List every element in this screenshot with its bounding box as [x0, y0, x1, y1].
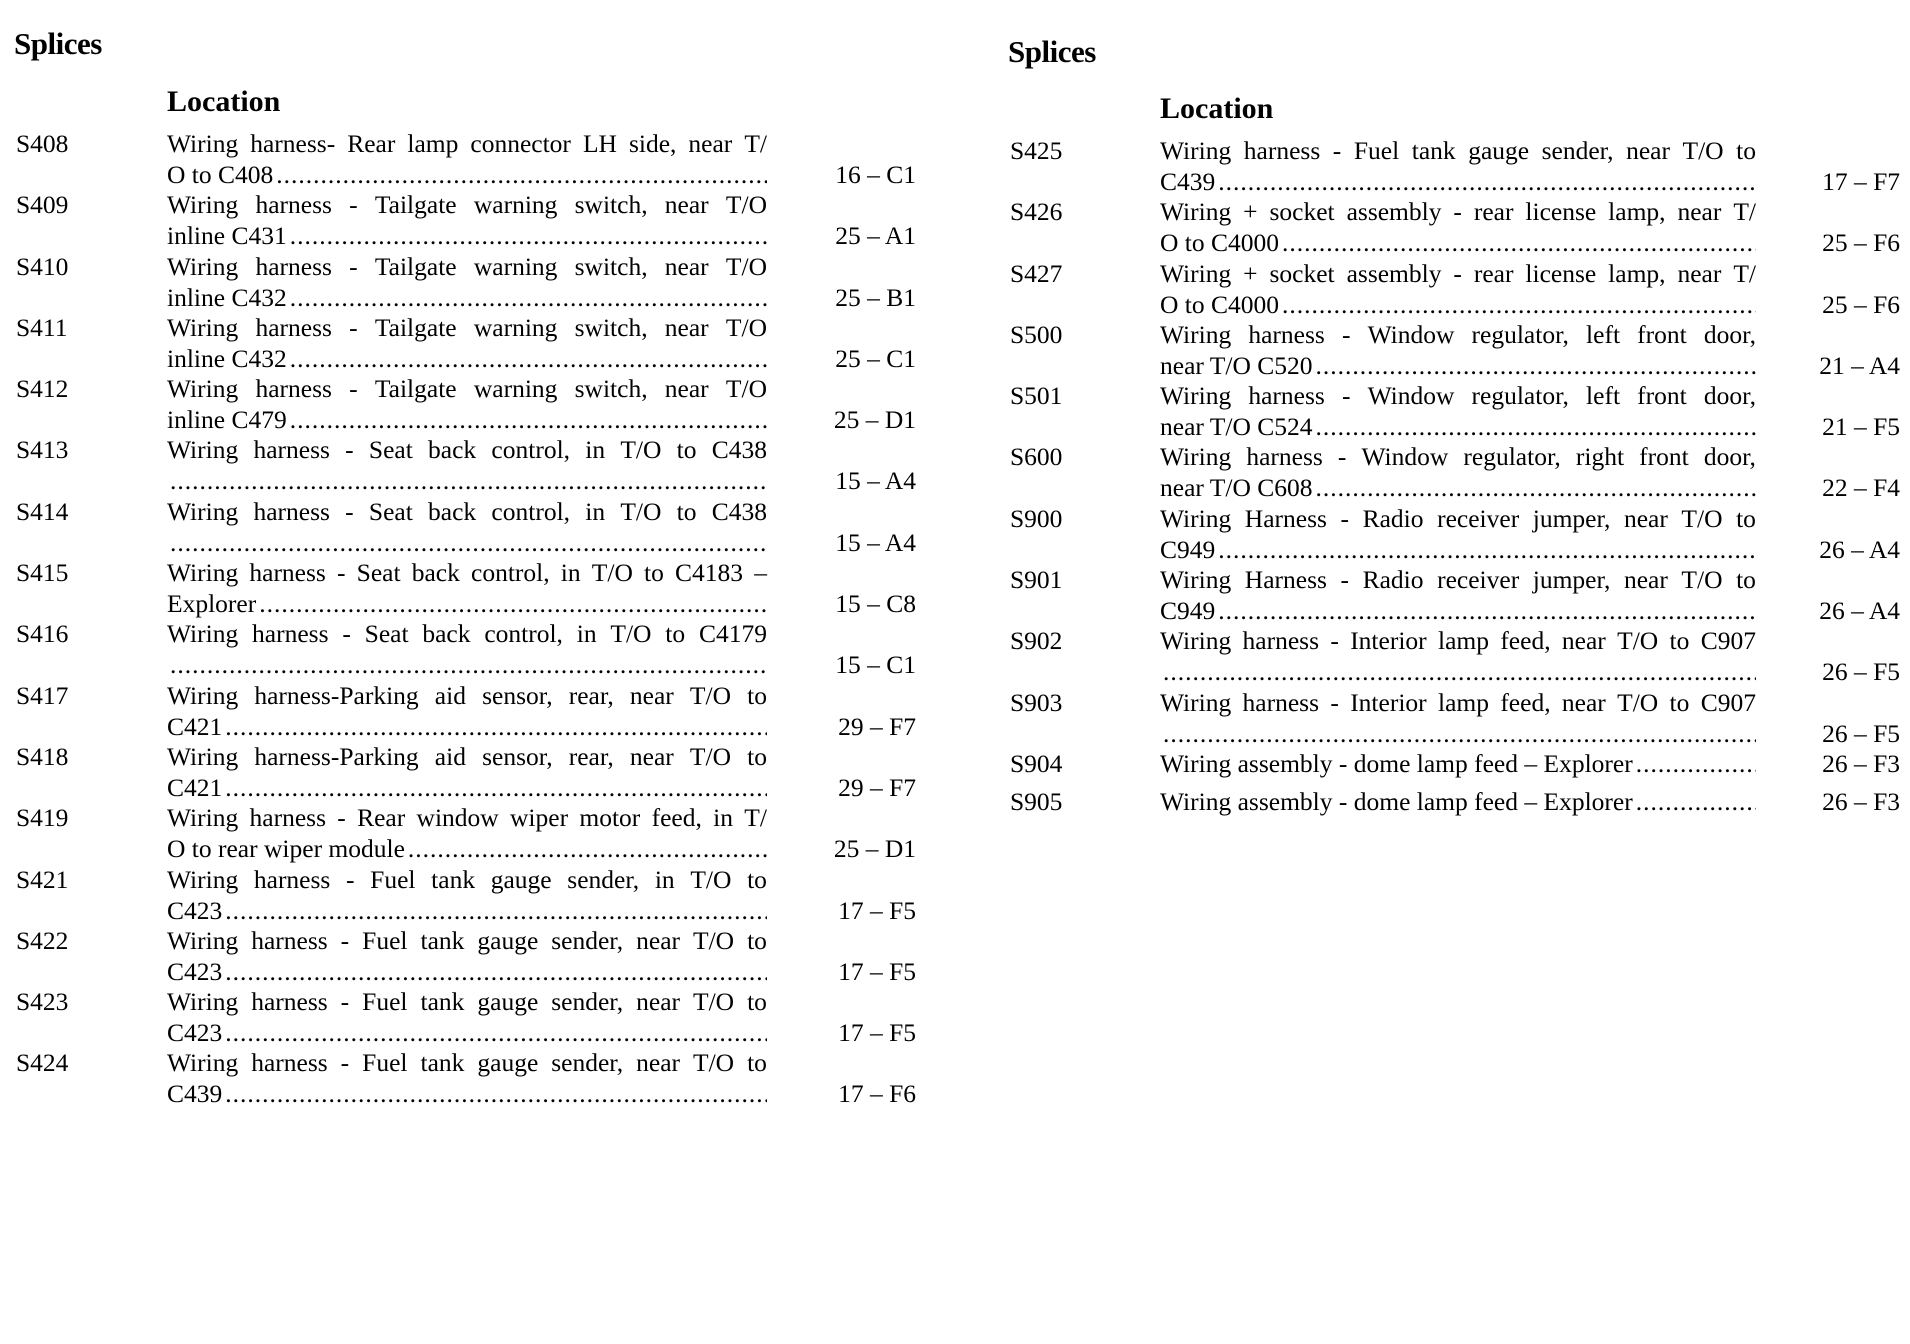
dot-leader — [170, 649, 767, 680]
grid-reference: 16 – C1 — [835, 160, 916, 189]
location-line-2 — [167, 1017, 767, 1048]
grid-reference: 25 – B1 — [835, 282, 916, 312]
dot-leader — [170, 527, 767, 558]
dot-leader — [276, 159, 767, 190]
splice-location — [1160, 441, 1756, 503]
location-line-2 — [1160, 411, 1756, 442]
grid-reference: 26 – A4 — [1819, 534, 1900, 564]
splice-location — [1160, 786, 1756, 817]
table-row — [1008, 503, 1904, 564]
location-line-1: Wiring Harness - Radio receiver jumper, near T/O to — [1160, 565, 1756, 595]
splice-id: S415 — [16, 558, 69, 588]
splice-id: S417 — [16, 680, 69, 710]
table-row — [1008, 786, 1904, 824]
location-line-1: Wiring harness - Rear window wiper motor feed, in T/ — [167, 803, 767, 833]
splice-location — [167, 802, 767, 864]
splice-location — [167, 251, 767, 313]
splice-location — [1160, 380, 1756, 442]
dot-leader — [1316, 350, 1756, 381]
location-line-2 — [1160, 227, 1756, 258]
location-line-2 — [167, 527, 767, 558]
grid-reference: 25 – A1 — [835, 221, 916, 251]
location-line-2 — [1160, 595, 1756, 626]
location-line-2 — [167, 1078, 767, 1109]
table-row — [1008, 748, 1904, 786]
location-line-1: Wiring harness - Window regulator, left front door, — [1160, 381, 1756, 411]
table-row — [14, 802, 914, 863]
location-line-1: Wiring harness - Seat back control, in T/O to C438 — [167, 435, 767, 465]
dot-leader — [225, 956, 767, 987]
location-text: inline C432 — [167, 343, 287, 373]
location-line-2 — [1160, 350, 1756, 381]
table-row — [14, 251, 914, 312]
location-line-1: Wiring harness-Parking aid sensor, rear, near T/O to — [167, 741, 767, 771]
location-line-1: Wiring harness - Interior lamp feed, near T/O to C907 — [1160, 687, 1756, 717]
dot-leader — [290, 404, 767, 435]
splice-id: S408 — [16, 129, 69, 158]
location-line-1: Wiring harness - Tailgate warning switch, near T/O — [167, 190, 767, 220]
grid-reference: 25 – F6 — [1822, 289, 1900, 319]
splice-id: S900 — [1010, 503, 1063, 533]
location-text: near T/O C524 — [1160, 412, 1313, 442]
splice-id: S901 — [1010, 565, 1063, 595]
splice-location — [167, 434, 767, 496]
dot-leader — [1218, 534, 1756, 565]
splice-id: S902 — [1010, 626, 1063, 656]
table-row — [1008, 196, 1904, 257]
table-row — [1008, 135, 1904, 196]
location-line-2 — [1160, 289, 1756, 320]
grid-reference: 25 – D1 — [833, 405, 916, 435]
table-row — [14, 925, 914, 986]
location-line-1: Wiring harness - Fuel tank gauge sender, in T/O to — [167, 864, 767, 894]
location-line-2 — [167, 772, 767, 803]
dot-leader — [1282, 289, 1756, 320]
location-line-1 — [1160, 786, 1756, 817]
table-row — [14, 434, 914, 495]
grid-reference: 26 – F5 — [1822, 718, 1900, 748]
location-text: O to C4000 — [1160, 228, 1280, 258]
splice-location — [167, 128, 767, 190]
grid-reference: 15 – C1 — [835, 650, 916, 680]
grid-reference: 25 – F6 — [1822, 228, 1900, 258]
location-line-1: Wiring harness - Window regulator, left front door, — [1160, 319, 1756, 349]
grid-reference: 17 – F5 — [838, 895, 916, 925]
dot-leader — [290, 343, 767, 374]
splice-location — [1160, 258, 1756, 320]
location-header: Location — [1160, 92, 1274, 125]
grid-reference: 15 – C8 — [835, 589, 916, 619]
splice-location — [167, 496, 767, 558]
grid-reference: 29 – F7 — [838, 711, 916, 741]
table-row — [1008, 441, 1904, 502]
dot-leader — [1636, 786, 1756, 817]
dot-leader — [225, 772, 767, 803]
table-row — [14, 864, 914, 925]
table-row — [14, 986, 914, 1047]
table-row — [14, 618, 914, 679]
section-title: Splices — [14, 26, 102, 61]
table-row — [1008, 319, 1904, 380]
location-text: inline C432 — [167, 282, 287, 312]
dot-leader — [1163, 718, 1756, 749]
dot-leader — [1316, 472, 1756, 503]
location-line-1: Wiring harness - Tailgate warning switch, near T/O — [167, 251, 767, 281]
dot-leader — [290, 220, 767, 251]
location-header: Location — [167, 85, 281, 118]
location-text: C423 — [167, 1018, 223, 1048]
table-row — [14, 189, 914, 250]
grid-reference: 21 – F5 — [1822, 412, 1900, 442]
splice-id: S413 — [16, 435, 69, 465]
splice-location — [167, 189, 767, 251]
location-text: O to C4000 — [1160, 289, 1280, 319]
table-row — [14, 128, 914, 189]
splice-id: S425 — [1010, 136, 1063, 165]
splice-id: S424 — [16, 1048, 69, 1078]
grid-reference: 17 – F7 — [1822, 167, 1900, 196]
splice-location — [167, 312, 767, 374]
location-line-1: Wiring Harness - Radio receiver jumper, near T/O to — [1160, 503, 1756, 533]
grid-reference: 17 – F5 — [838, 956, 916, 986]
splice-id: S412 — [16, 374, 69, 404]
location-line-1: Wiring harness - Seat back control, in T/O to C4179 — [167, 619, 767, 649]
location-line-1: Wiring harness - Window regulator, right front door, — [1160, 442, 1756, 472]
table-row — [14, 557, 914, 618]
table-row — [1008, 625, 1904, 686]
location-line-1: Wiring harness - Interior lamp feed, near T/O to C907 — [1160, 626, 1756, 656]
splice-id: S500 — [1010, 319, 1063, 349]
grid-reference: 25 – C1 — [835, 343, 916, 373]
dot-leader — [225, 1078, 767, 1109]
section-title: Splices — [1008, 34, 1096, 69]
splice-location — [1160, 135, 1756, 197]
grid-reference: 17 – F6 — [838, 1079, 916, 1109]
location-text: Explorer — [167, 589, 257, 619]
location-text: C421 — [167, 772, 223, 802]
location-line-2 — [167, 588, 767, 619]
location-line-1: Wiring harness - Tailgate warning switch, near T/O — [167, 312, 767, 342]
dot-leader — [225, 711, 767, 742]
location-line-1: Wiring harness - Fuel tank gauge sender, near T/O to — [167, 1048, 767, 1078]
location-text: C949 — [1160, 596, 1216, 626]
location-text: O to C408 — [167, 160, 274, 189]
splice-location — [167, 557, 767, 619]
dot-leader — [225, 895, 767, 926]
location-line-2 — [167, 833, 767, 864]
table-row — [1008, 564, 1904, 625]
splice-id: S418 — [16, 741, 69, 771]
splice-id: S421 — [16, 864, 69, 894]
grid-reference: 22 – F4 — [1822, 473, 1900, 503]
splice-location — [167, 864, 767, 926]
location-line-1: Wiring harness - Fuel tank gauge sender, near T/O to — [1160, 136, 1756, 165]
location-line-1 — [1160, 748, 1756, 779]
location-text: C421 — [167, 711, 223, 741]
location-line-1: Wiring + socket assembly - rear license lamp, near T/ — [1160, 197, 1756, 227]
splice-location — [167, 1047, 767, 1109]
dot-leader — [290, 282, 767, 313]
splice-location — [1160, 687, 1756, 749]
dot-leader — [1163, 656, 1756, 687]
grid-reference: 26 – F3 — [1822, 786, 1900, 816]
location-text: C949 — [1160, 534, 1216, 564]
splice-id: S423 — [16, 987, 69, 1017]
splice-location — [167, 986, 767, 1048]
table-row — [1008, 258, 1904, 319]
location-line-1: Wiring harness - Fuel tank gauge sender, near T/O to — [167, 925, 767, 955]
table-row — [14, 312, 914, 373]
location-line-1: Wiring harness - Tailgate warning switch, near T/O — [167, 374, 767, 404]
splice-id: S414 — [16, 496, 69, 526]
location-line-1: Wiring + socket assembly - rear license lamp, near T/ — [1160, 258, 1756, 288]
splice-id: S422 — [16, 925, 69, 955]
table-row — [14, 741, 914, 802]
splice-location — [1160, 748, 1756, 779]
splice-location — [1160, 564, 1756, 626]
location-line-2 — [1160, 534, 1756, 565]
table-row — [1008, 687, 1904, 748]
location-line-2 — [167, 649, 767, 680]
location-line-2 — [167, 895, 767, 926]
splice-id: S501 — [1010, 381, 1063, 411]
table-row — [14, 680, 914, 741]
splice-location — [167, 741, 767, 803]
location-line-2 — [167, 282, 767, 313]
dot-leader — [1218, 166, 1756, 197]
location-line-2 — [167, 343, 767, 374]
location-text: C439 — [167, 1079, 223, 1109]
grid-reference: 26 – A4 — [1819, 596, 1900, 626]
table-row — [14, 373, 914, 434]
splice-location — [1160, 319, 1756, 381]
splice-location — [167, 680, 767, 742]
splice-id: S409 — [16, 190, 69, 220]
location-text: Wiring assembly - dome lamp feed – Explorer — [1160, 748, 1633, 778]
location-line-2 — [167, 159, 767, 190]
grid-reference: 26 – F5 — [1822, 657, 1900, 687]
splice-location — [167, 373, 767, 435]
location-line-2 — [1160, 718, 1756, 749]
table-row — [14, 496, 914, 557]
location-text: Wiring assembly - dome lamp feed – Explorer — [1160, 786, 1633, 816]
location-line-2 — [167, 465, 767, 496]
grid-reference: 21 – A4 — [1819, 350, 1900, 380]
splice-id: S410 — [16, 251, 69, 281]
grid-reference: 25 – D1 — [833, 834, 916, 864]
splice-id: S416 — [16, 619, 69, 649]
location-line-2 — [167, 220, 767, 251]
splice-location — [167, 925, 767, 987]
location-line-2 — [1160, 656, 1756, 687]
location-text: C423 — [167, 895, 223, 925]
location-text: near T/O C608 — [1160, 473, 1313, 503]
grid-reference: 29 – F7 — [838, 772, 916, 802]
splice-id: S427 — [1010, 258, 1063, 288]
splice-id: S905 — [1010, 786, 1063, 816]
location-line-1: Wiring harness- Rear lamp connector LH side, near T/ — [167, 129, 767, 158]
dot-leader — [408, 833, 767, 864]
splice-id: S903 — [1010, 687, 1063, 717]
location-line-1: Wiring harness - Seat back control, in T/O to C4183 – — [167, 558, 767, 588]
location-line-2 — [167, 956, 767, 987]
dot-leader — [1218, 595, 1756, 626]
grid-reference: 15 – A4 — [835, 466, 916, 496]
dot-leader — [1636, 748, 1756, 779]
location-line-1: Wiring harness - Seat back control, in T/O to C438 — [167, 496, 767, 526]
dot-leader — [1316, 411, 1756, 442]
splice-id: S904 — [1010, 748, 1063, 778]
table-row — [14, 1047, 914, 1108]
location-text: near T/O C520 — [1160, 350, 1313, 380]
splice-location — [167, 618, 767, 680]
location-line-1: Wiring harness - Fuel tank gauge sender, near T/O to — [167, 987, 767, 1017]
splice-list — [1008, 135, 1904, 824]
grid-reference: 15 – A4 — [835, 527, 916, 557]
splice-list — [14, 128, 914, 1109]
grid-reference: 26 – F3 — [1822, 748, 1900, 778]
location-line-1: Wiring harness-Parking aid sensor, rear, near T/O to — [167, 680, 767, 710]
splice-location — [1160, 196, 1756, 258]
dot-leader — [1282, 227, 1756, 258]
location-text: O to rear wiper module — [167, 834, 405, 864]
location-text: C439 — [1160, 167, 1216, 196]
location-line-2 — [1160, 472, 1756, 503]
location-text: C423 — [167, 956, 223, 986]
dot-leader — [170, 465, 767, 496]
location-text: inline C479 — [167, 405, 287, 435]
location-line-2 — [1160, 166, 1756, 197]
splice-id: S600 — [1010, 442, 1063, 472]
dot-leader — [259, 588, 767, 619]
table-row — [1008, 380, 1904, 441]
grid-reference: 17 – F5 — [838, 1018, 916, 1048]
location-line-2 — [167, 404, 767, 435]
splice-id: S419 — [16, 803, 69, 833]
splice-id: S426 — [1010, 197, 1063, 227]
location-line-2 — [167, 711, 767, 742]
splice-id: S411 — [16, 312, 68, 342]
dot-leader — [225, 1017, 767, 1048]
location-text: inline C431 — [167, 221, 287, 251]
splice-location — [1160, 625, 1756, 687]
splice-location — [1160, 503, 1756, 565]
